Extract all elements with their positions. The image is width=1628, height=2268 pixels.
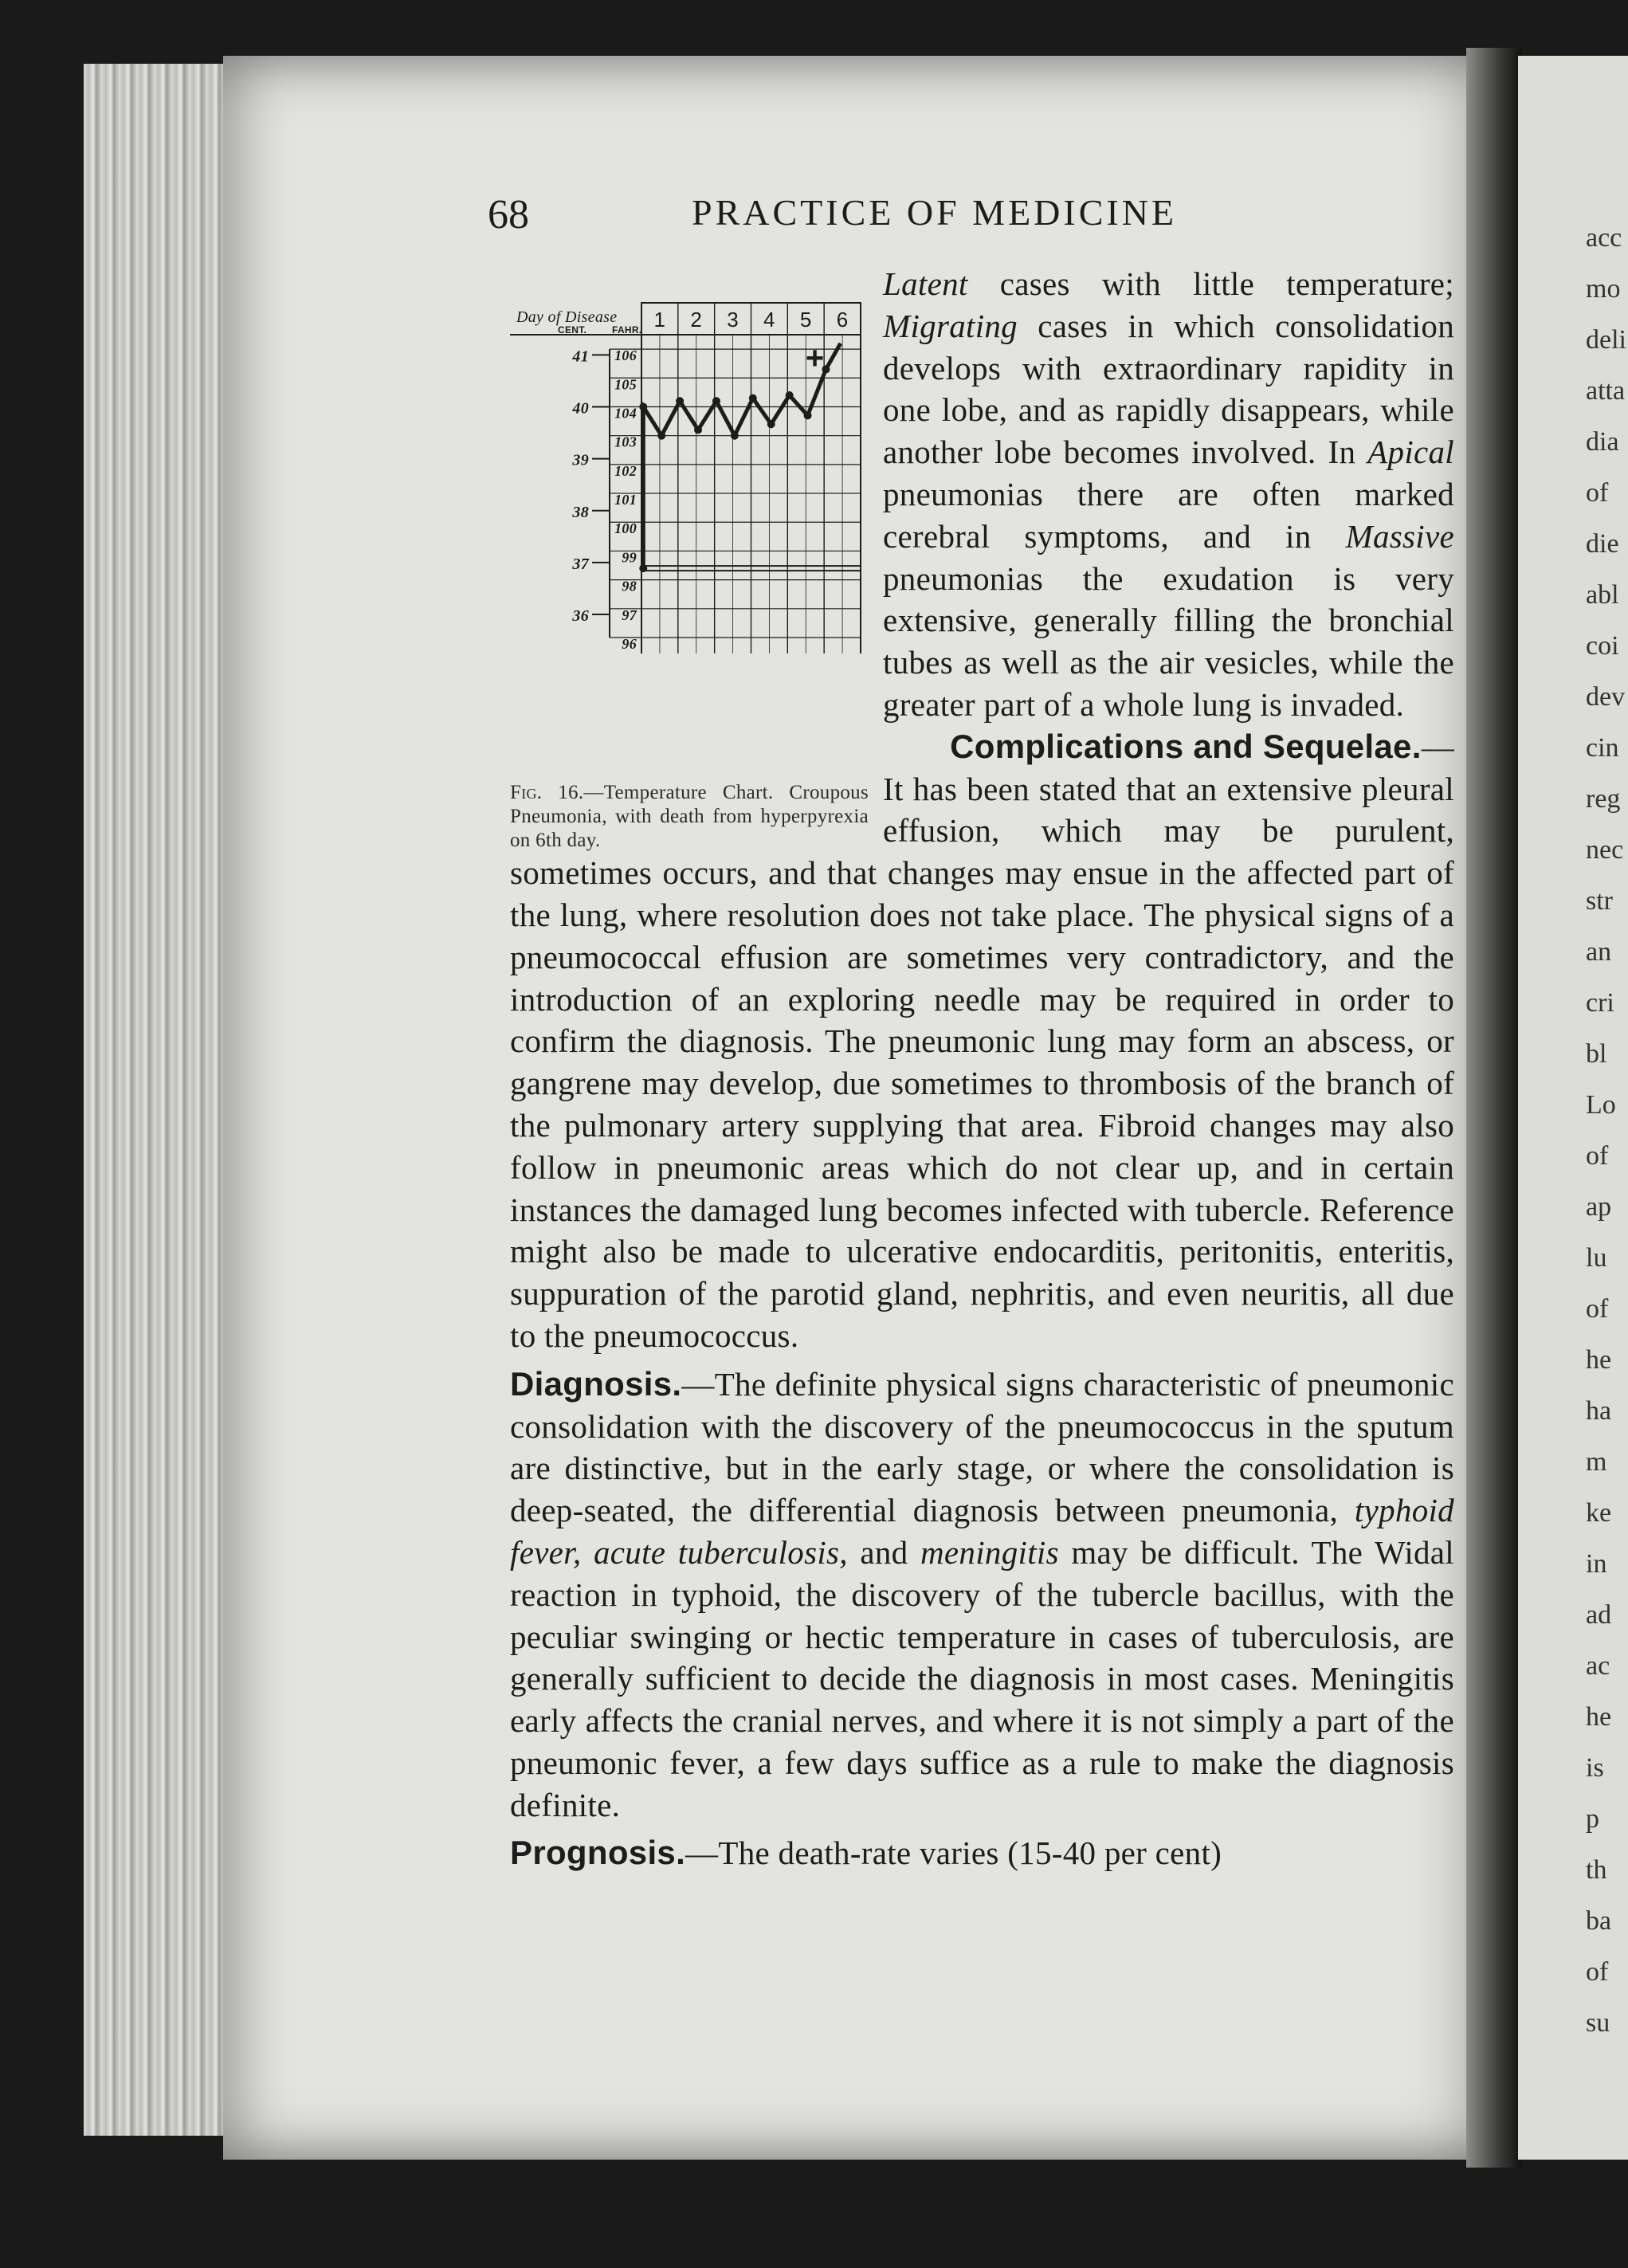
chart-day-label: 4 bbox=[763, 308, 775, 332]
complications-heading: Complications and Sequelae. bbox=[950, 727, 1422, 765]
page-edges bbox=[84, 64, 235, 2136]
figure-caption bbox=[510, 781, 869, 853]
prognosis-text: —The death-rate varies (15-40 per cent) bbox=[685, 1834, 1222, 1872]
chart-fahrenheit-tick: 96 bbox=[622, 636, 637, 652]
next-page-fragment: abl bbox=[1586, 580, 1619, 610]
chart-temperature-point bbox=[657, 432, 665, 440]
term-apical: Apical bbox=[1367, 434, 1454, 471]
term-latent: Latent bbox=[883, 265, 968, 302]
chart-temperature-point bbox=[639, 564, 647, 572]
chart-corner-label: Day of Disease bbox=[516, 308, 618, 326]
next-page-edge bbox=[1518, 56, 1628, 2160]
paragraph-complications: It has been stated that an extensive pleural effusion, which may be purulent, sometimes occurs, and that changes may ensue in the affected part of the lung, where resolution does not take place. The physical signs of a pneumococcal effusion are sometimes very contradictory, and the introduction of an exploring needle may be required in order to confirm the diagnosis. The pneumonic lung may form an abscess, or gangrene may develop, due sometimes to thrombosis of the branch of the pulmonary artery supplying that area. Fibroid changes may also follow in pneumonic areas which do not clear up, and in certain instances the damaged lung becomes infected with tubercle. Reference might also be made to ulcerative endocarditis, peritonitis, enteritis, suppuration of the parotid gland, nephritis, and even neuritis, all due to the pneumococcus. bbox=[510, 770, 1454, 1354]
chart-day-label: 5 bbox=[799, 308, 812, 332]
temperature-chart bbox=[510, 287, 869, 781]
prognosis-heading: Prognosis. bbox=[510, 1834, 686, 1872]
para1-text-2: cases in which consolidation develops with extraordinary rapidity in one lobe, and as rapidly disappears, while another lobe becomes involved. In bbox=[883, 307, 1454, 471]
chart-celsius-tick: 40 bbox=[572, 399, 589, 418]
chart-temperature-point bbox=[712, 397, 720, 405]
chart-celsius-tick: 41 bbox=[572, 347, 589, 366]
next-page-fragment: mo bbox=[1586, 274, 1621, 304]
chart-fahrenheit-tick: 106 bbox=[614, 347, 637, 364]
para1-text-3: pneumonias there are often marked cerebral symptoms, and in bbox=[883, 475, 1454, 555]
chart-day-label: 1 bbox=[653, 308, 666, 332]
next-page-fragment: an bbox=[1586, 937, 1612, 967]
complications-dash: — bbox=[1421, 728, 1454, 765]
next-page-fragment: ac bbox=[1586, 1651, 1610, 1681]
next-page-fragment: acc bbox=[1586, 223, 1622, 253]
chart-fahrenheit-tick: 97 bbox=[622, 606, 637, 623]
diagnosis-text-3: may be difficult. The Widal reaction in typhoid, the discovery of the tubercle bacillus, with the peculiar swinging or hectic temperature in cases of tuberculosis, are generally sufficient to decide the diagnosis in most cases. Meningitis early affects the cranial nerves, and where it is not simply a part of the pneumonic fever, a few days suffice as a rule to make the diagnosis definite. bbox=[510, 1533, 1455, 1823]
term-meningitis: meningitis bbox=[920, 1533, 1059, 1571]
term-migrating: Migrating bbox=[883, 307, 1018, 344]
diagnosis-diseases: typhoid fever, acute tuberculosis, bbox=[510, 1492, 1454, 1571]
next-page-fragment: ad bbox=[1586, 1600, 1612, 1630]
chart-celsius-tick: 39 bbox=[572, 451, 589, 469]
page-body bbox=[510, 263, 1454, 1874]
next-page-fragment: m bbox=[1586, 1447, 1607, 1477]
diagnosis-text-2: and bbox=[847, 1533, 920, 1571]
chart-temperature-line bbox=[643, 340, 840, 568]
chart-temperature-point bbox=[731, 432, 739, 440]
chart-fahrenheit-tick: 98 bbox=[622, 578, 637, 594]
next-page-fragment: th bbox=[1586, 1855, 1607, 1885]
book-gutter bbox=[1466, 48, 1522, 2168]
next-page-fragment: su bbox=[1586, 2008, 1610, 2038]
diagnosis-heading: Diagnosis. bbox=[510, 1364, 682, 1403]
next-page-fragment: die bbox=[1586, 529, 1619, 559]
chart-fahrenheit-tick: 101 bbox=[614, 492, 637, 508]
chart-fahr-label: FAHR. bbox=[612, 324, 642, 335]
page-header bbox=[0, 191, 1628, 239]
next-page-fragment: str bbox=[1586, 886, 1613, 916]
next-page-fragment: ha bbox=[1586, 1396, 1612, 1426]
next-page-fragment: of bbox=[1586, 1294, 1609, 1324]
next-page-fragment: he bbox=[1586, 1702, 1612, 1732]
chart-death-mark: + bbox=[805, 340, 825, 376]
next-page-fragment: is bbox=[1586, 1753, 1604, 1783]
chart-celsius-tick: 37 bbox=[572, 555, 589, 573]
chart-temperature-point bbox=[749, 394, 757, 402]
next-page-fragment: p bbox=[1586, 1804, 1599, 1834]
next-page-fragment: dia bbox=[1586, 427, 1619, 457]
next-page-fragment: dev bbox=[1586, 682, 1626, 712]
next-page-fragment: of bbox=[1586, 478, 1609, 508]
chart-temperature-point bbox=[639, 402, 647, 410]
chart-temperature-point bbox=[694, 426, 702, 434]
chart-fahrenheit-tick: 104 bbox=[614, 405, 637, 422]
chart-celsius-tick: 38 bbox=[572, 503, 589, 521]
term-massive: Massive bbox=[1345, 517, 1454, 555]
page-number: 68 bbox=[488, 192, 529, 237]
running-head: PRACTICE OF MEDICINE bbox=[692, 192, 1178, 233]
diagnosis-text-1: —The definite physical signs characteristic of pneumonic consolidation with the discovery of the pneumococcus in the sputum are distinctive, but in the early stage, or where the consolidation is deep-seated, the differential diagnosis between pneumonia, bbox=[510, 1365, 1454, 1529]
next-page-fragment: coi bbox=[1586, 631, 1619, 661]
chart-fahrenheit-tick: 102 bbox=[614, 462, 637, 479]
chart-celsius-label: CENT. bbox=[558, 324, 587, 335]
chart-fahrenheit-tick: 100 bbox=[614, 520, 637, 537]
chart-temperature-point bbox=[786, 391, 794, 399]
next-page-fragment: Lo bbox=[1586, 1090, 1616, 1120]
next-page-fragment: in bbox=[1586, 1549, 1607, 1579]
next-page-fragment: nec bbox=[1586, 835, 1624, 865]
para1-text-1: cases with little temperature; bbox=[967, 265, 1454, 302]
chart-temperature-point bbox=[804, 411, 812, 419]
next-page-fragment: reg bbox=[1586, 784, 1621, 814]
chart-temperature-point bbox=[767, 420, 775, 428]
next-page-fragment: ap bbox=[1586, 1192, 1612, 1222]
chart-day-label: 2 bbox=[690, 308, 703, 332]
chart-fahrenheit-tick: 105 bbox=[614, 376, 637, 393]
figure-caption-label: Fig. 16. bbox=[510, 782, 584, 803]
chart-celsius-tick: 36 bbox=[572, 607, 589, 626]
next-page-fragment: lu bbox=[1586, 1243, 1607, 1273]
chart-day-label: 3 bbox=[727, 308, 739, 332]
next-page-fragment: of bbox=[1586, 1141, 1609, 1171]
chart-fahrenheit-tick: 99 bbox=[622, 549, 637, 566]
next-page-fragment: cri bbox=[1586, 988, 1614, 1018]
next-page-fragment: ke bbox=[1586, 1498, 1612, 1528]
figure-caption-text: —Temperature Chart. Croupous Pneumonia, with death from hyperpyrexia on 6th day. bbox=[510, 782, 869, 851]
para1-text-4: pneumonias the exudation is very extensive, generally filling the bronchial tubes as well as the air vesicles, while the greater part of a whole lung is invaded. bbox=[883, 559, 1454, 723]
next-page-fragment: of bbox=[1586, 1957, 1609, 1987]
next-page-fragment: cin bbox=[1586, 733, 1619, 763]
figure-temperature-chart bbox=[510, 263, 869, 851]
chart-day-label: 6 bbox=[836, 308, 849, 332]
next-page-fragment: deli bbox=[1586, 325, 1626, 355]
next-page-fragment: ba bbox=[1586, 1906, 1612, 1936]
next-page-fragment: atta bbox=[1586, 376, 1626, 406]
chart-temperature-point bbox=[676, 397, 684, 405]
chart-fahrenheit-tick: 103 bbox=[614, 434, 637, 450]
next-page-fragment: bl bbox=[1586, 1039, 1607, 1069]
next-page-fragment: he bbox=[1586, 1345, 1612, 1375]
